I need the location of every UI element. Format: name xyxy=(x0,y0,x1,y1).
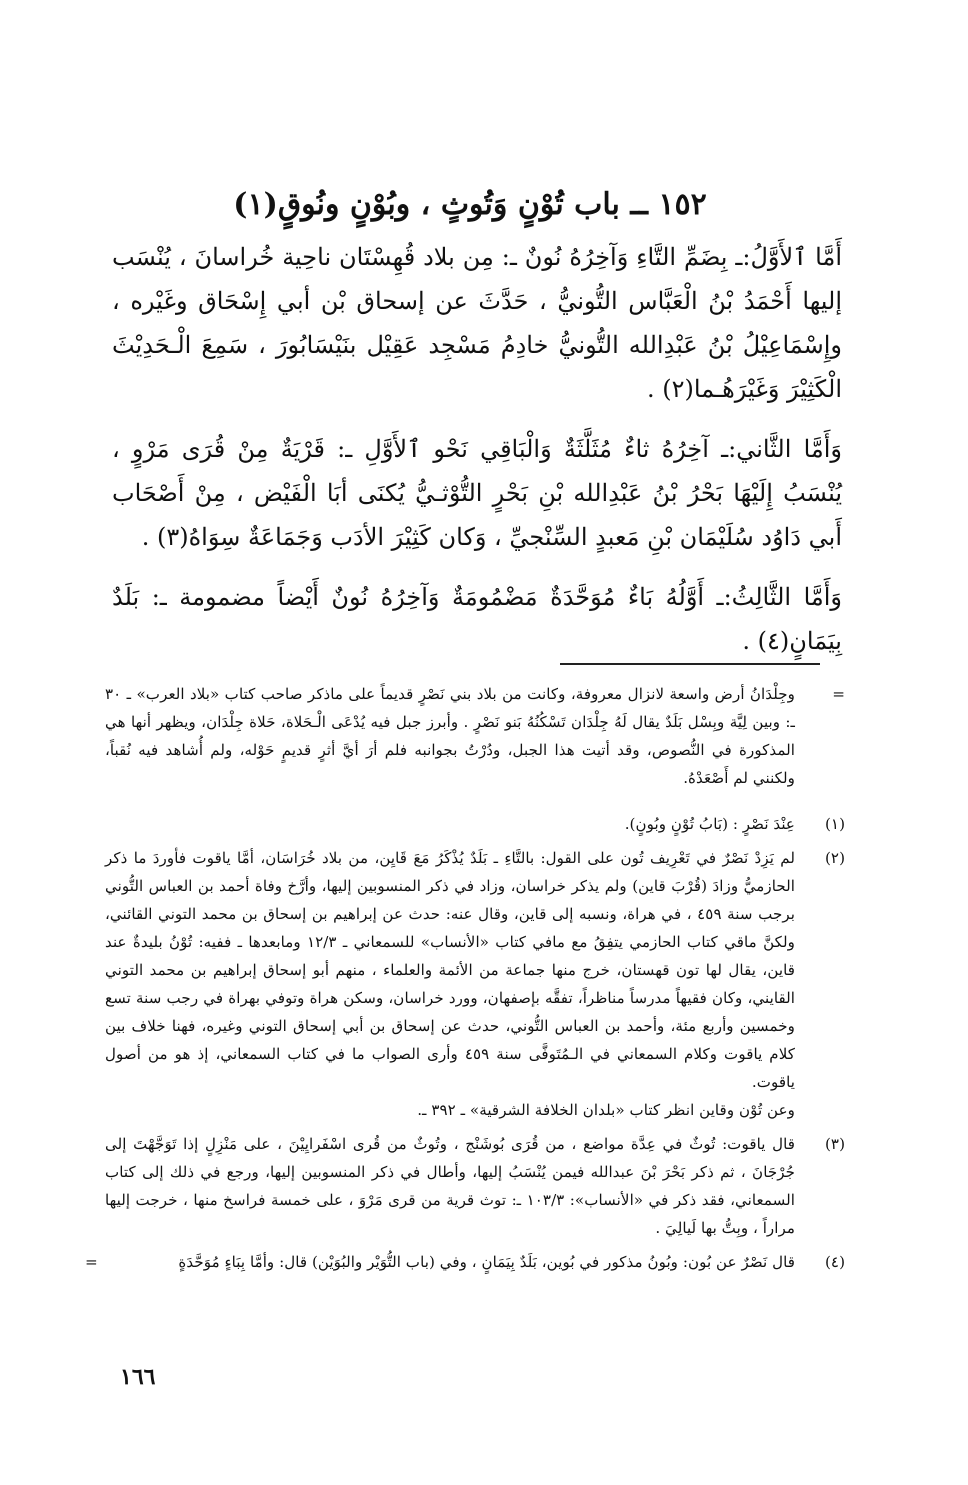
footnote-text: لم يَزِدْ نَصْرٌ في تَعْرِيف تُون على القول: بالتَّاءِ ـ بَلَدٌ يُذْكَرُ مَعَ قَايِن، من بلاد خُرَاسَان، أمَّا ياقوت فأوردَ ما ذكر الحازميُّ وزادَ (قُرْبَ قاين) ولم يذكر خراسان، وزاد في ذكر المنسوبين إليها، وأرَّخ وفاة أحمد بن العباس التُّوني برجب سنة ٤٥٩ ، في هراة، ونسبه إلى قاين، وقال عنه: حدث عن إبراهيم بن إسحاق بن محمد التوني القائني، ولكنَّ ماقي كتاب الحازمي يتفِقُ مع مافي كتاب «الأنساب» للسمعاني ـ ١٢/٣ ومابعدها ـ ففيه: تُوْنُ بليدةٌ عند قاين، يقال لها تون قهستان، خرج منها جماعة من الأئمة والعلماء ، منهم أبو إسحاق إبراهيم بن محمد التوني القايني، وكان فقيهاً مدرساً مناظراً، تفقَّه بإصفهان، وورد خراسان، وسكن هراة وتوفي بهراة في رجب سنة تسع وخمسين وأربع مئة، وأحمد بن العباس التُّوني، حدث عن إسحاق بن أبي إسحاق التوني وغيره، فهنا خلاف بين كلام ياقوت وكلام السمعاني في الـمُتَوفَّى سنة ٤٥٩ وأرى الصواب ما في كتاب السمعاني، إذ هو من أصول ياقوت. xyxy=(105,849,795,1091)
footnote-1 xyxy=(105,810,845,838)
footnote-2 xyxy=(105,844,845,1124)
paragraph-second: وَأَمَّا الثَّاني:ـ آخِرُهُ ثاءٌ مُثَلَّثَةٌ وَالْبَاقِي نَحْو ٱلأَوَّلِ ـ: قَرْيَةٌ مِنْ قُرَى مَرْوٍ ، يُنْسَبُ إِلَيْهَا بَحْرُ بْنُ عَبْدِالله بْنِ بَحْرٍ التُّوْثـيُّ يُكنَى أبَا الْفَيْض ، مِنْ أَصْحَاب أَبي دَاوُد سُلَيْمَان بْنِ مَعبدٍ السِّنْجيِّ ، وَكان كَثِيْرَ الأدَب وَجَمَاعَةٌ سِوَاهُ(٣) . xyxy=(112,435,842,551)
continuation-marker: = xyxy=(832,685,845,703)
footnote-text: عِنْدَ نَصْرٍ : (بَابُ تُوْنٍ وبُونٍ). xyxy=(624,815,795,833)
footnote-3 xyxy=(105,1130,845,1242)
paragraph-first: أَمَّا ٱلأَوَّلُ:ـ بِضَمِّ التَّاءِ وَآخِرُهُ نُونٌ ـ: مِن بلاد قُهِسْتَان ناحِية خُراسانَ ، يُنْسَب إليها أَحْمَدُ بْنُ الْعَبَّاس التُّونيُّ ، حَدَّثَ عن إسحاق بْن أبي إِسْحَاق وغَيْره ، وإِسْمَاعِيْلُ بْنُ عَبْدِالله التُّونيُّ خادِمُ مَسْجِد عَقِيْل بنَيْسَابُورَ ، سَمِعَ الْـحَدِيْثَ الْكَثِيْرَ وَغَيْرَهُـما(٢) . xyxy=(112,243,843,403)
footnote-text: وعن تُوْن وقاين انظر كتاب «بلدان الخلافة الشرقية» ـ ٣٩٢ ـ. xyxy=(417,1101,795,1119)
footnote-number: (٤) xyxy=(824,1253,845,1271)
continued-footnote xyxy=(105,680,845,792)
footnote-divider xyxy=(560,663,820,665)
footnote-4 xyxy=(85,1248,845,1276)
chapter-title: ١٥٢ ــ باب تُوْنٍ وَتُوثٍ ، وبُوْنٍ ونُوقٍ(١) xyxy=(233,187,707,222)
main-text xyxy=(112,235,842,679)
footnotes-section xyxy=(85,680,845,1282)
continuation-marker-end: = xyxy=(85,1253,98,1271)
footnote-text: قال ياقوت: تُوثٌ في عِدَّة مواضع ، من قُرَى بُوشَنْج ، وتُوثٌ من قُرى اسْفَرايِيْنَ ، على مَنْزِلٍ إذا تَوَجَّهْتَ إلى جُرْجَانَ ، ثم ذكر بَحْرَ بْنَ عبدالله فيمن يُنْسَبُ إليها، وأطال في ذكر المنسوبين إليها، ورجع في ذلك إلى كتاب السمعاني، فقد ذكر في «الأنساب»: ١٠٣/٣ ـ: توث قرية من قرى مَرْوَ ، على خمسة فراسخ منها ، خرجت إليها مراراً ، وبِتُّ بها لَيالِيَ . xyxy=(105,1135,795,1237)
page-number: ١٦٦ xyxy=(120,1364,156,1390)
paragraph-third: وَأَمَّا الثَّالِثُ:ـ أَوَّلُهُ بَاءٌ مُوَحَّدَةٌ مَضْمُومَةٌ وَآخِرُهُ نُونٌ أَيْضاً مضمومة ـ: بَلَدٌ بِيَمَانٍ(٤) . xyxy=(112,583,842,655)
footnote-number: (١) xyxy=(824,815,845,833)
footnote-number: (٢) xyxy=(824,849,845,867)
continued-footnote-text: وجِلْدَانُ أرض واسعة لانزال معروفة، وكانت من بلاد بني نَصْرٍ قديماً على ماذكر صاحب كتاب «بلاد العرب» ـ ٣٠ ـ: وبين لِيَّة وبِسْل بَلَدٌ يقال لَهُ جِلْدَان تَسْكُنُهُ بَنو نَصْرٍ . وأبرز جبل فيه يُدْعَى الْـحَلاة، حَلاة جِلْدَان، ويظهر أنها هي المذكورة في النُّصوص، وقد أتيت هذا الجبل، ودُرْتُ بجوانبه فلم أرَ أيَّ أثرٍ قديمٍ حَوْله، ولم أُشاهد فيه نُقباً، ولكنني لم أَصْعَدْهُ. xyxy=(105,685,795,787)
footnote-number: (٣) xyxy=(824,1135,845,1153)
footnote-text: قال نَصْرٌ عن بُون: وبُونُ مذكور في بُوين، بَلَدٌ بِيَمَانٍ ، وفي (باب التُّوَيْر والبُوَيْن) قال: وأمَّا بِبَاءٍ مُوَحَّدَةٍ xyxy=(178,1253,795,1271)
